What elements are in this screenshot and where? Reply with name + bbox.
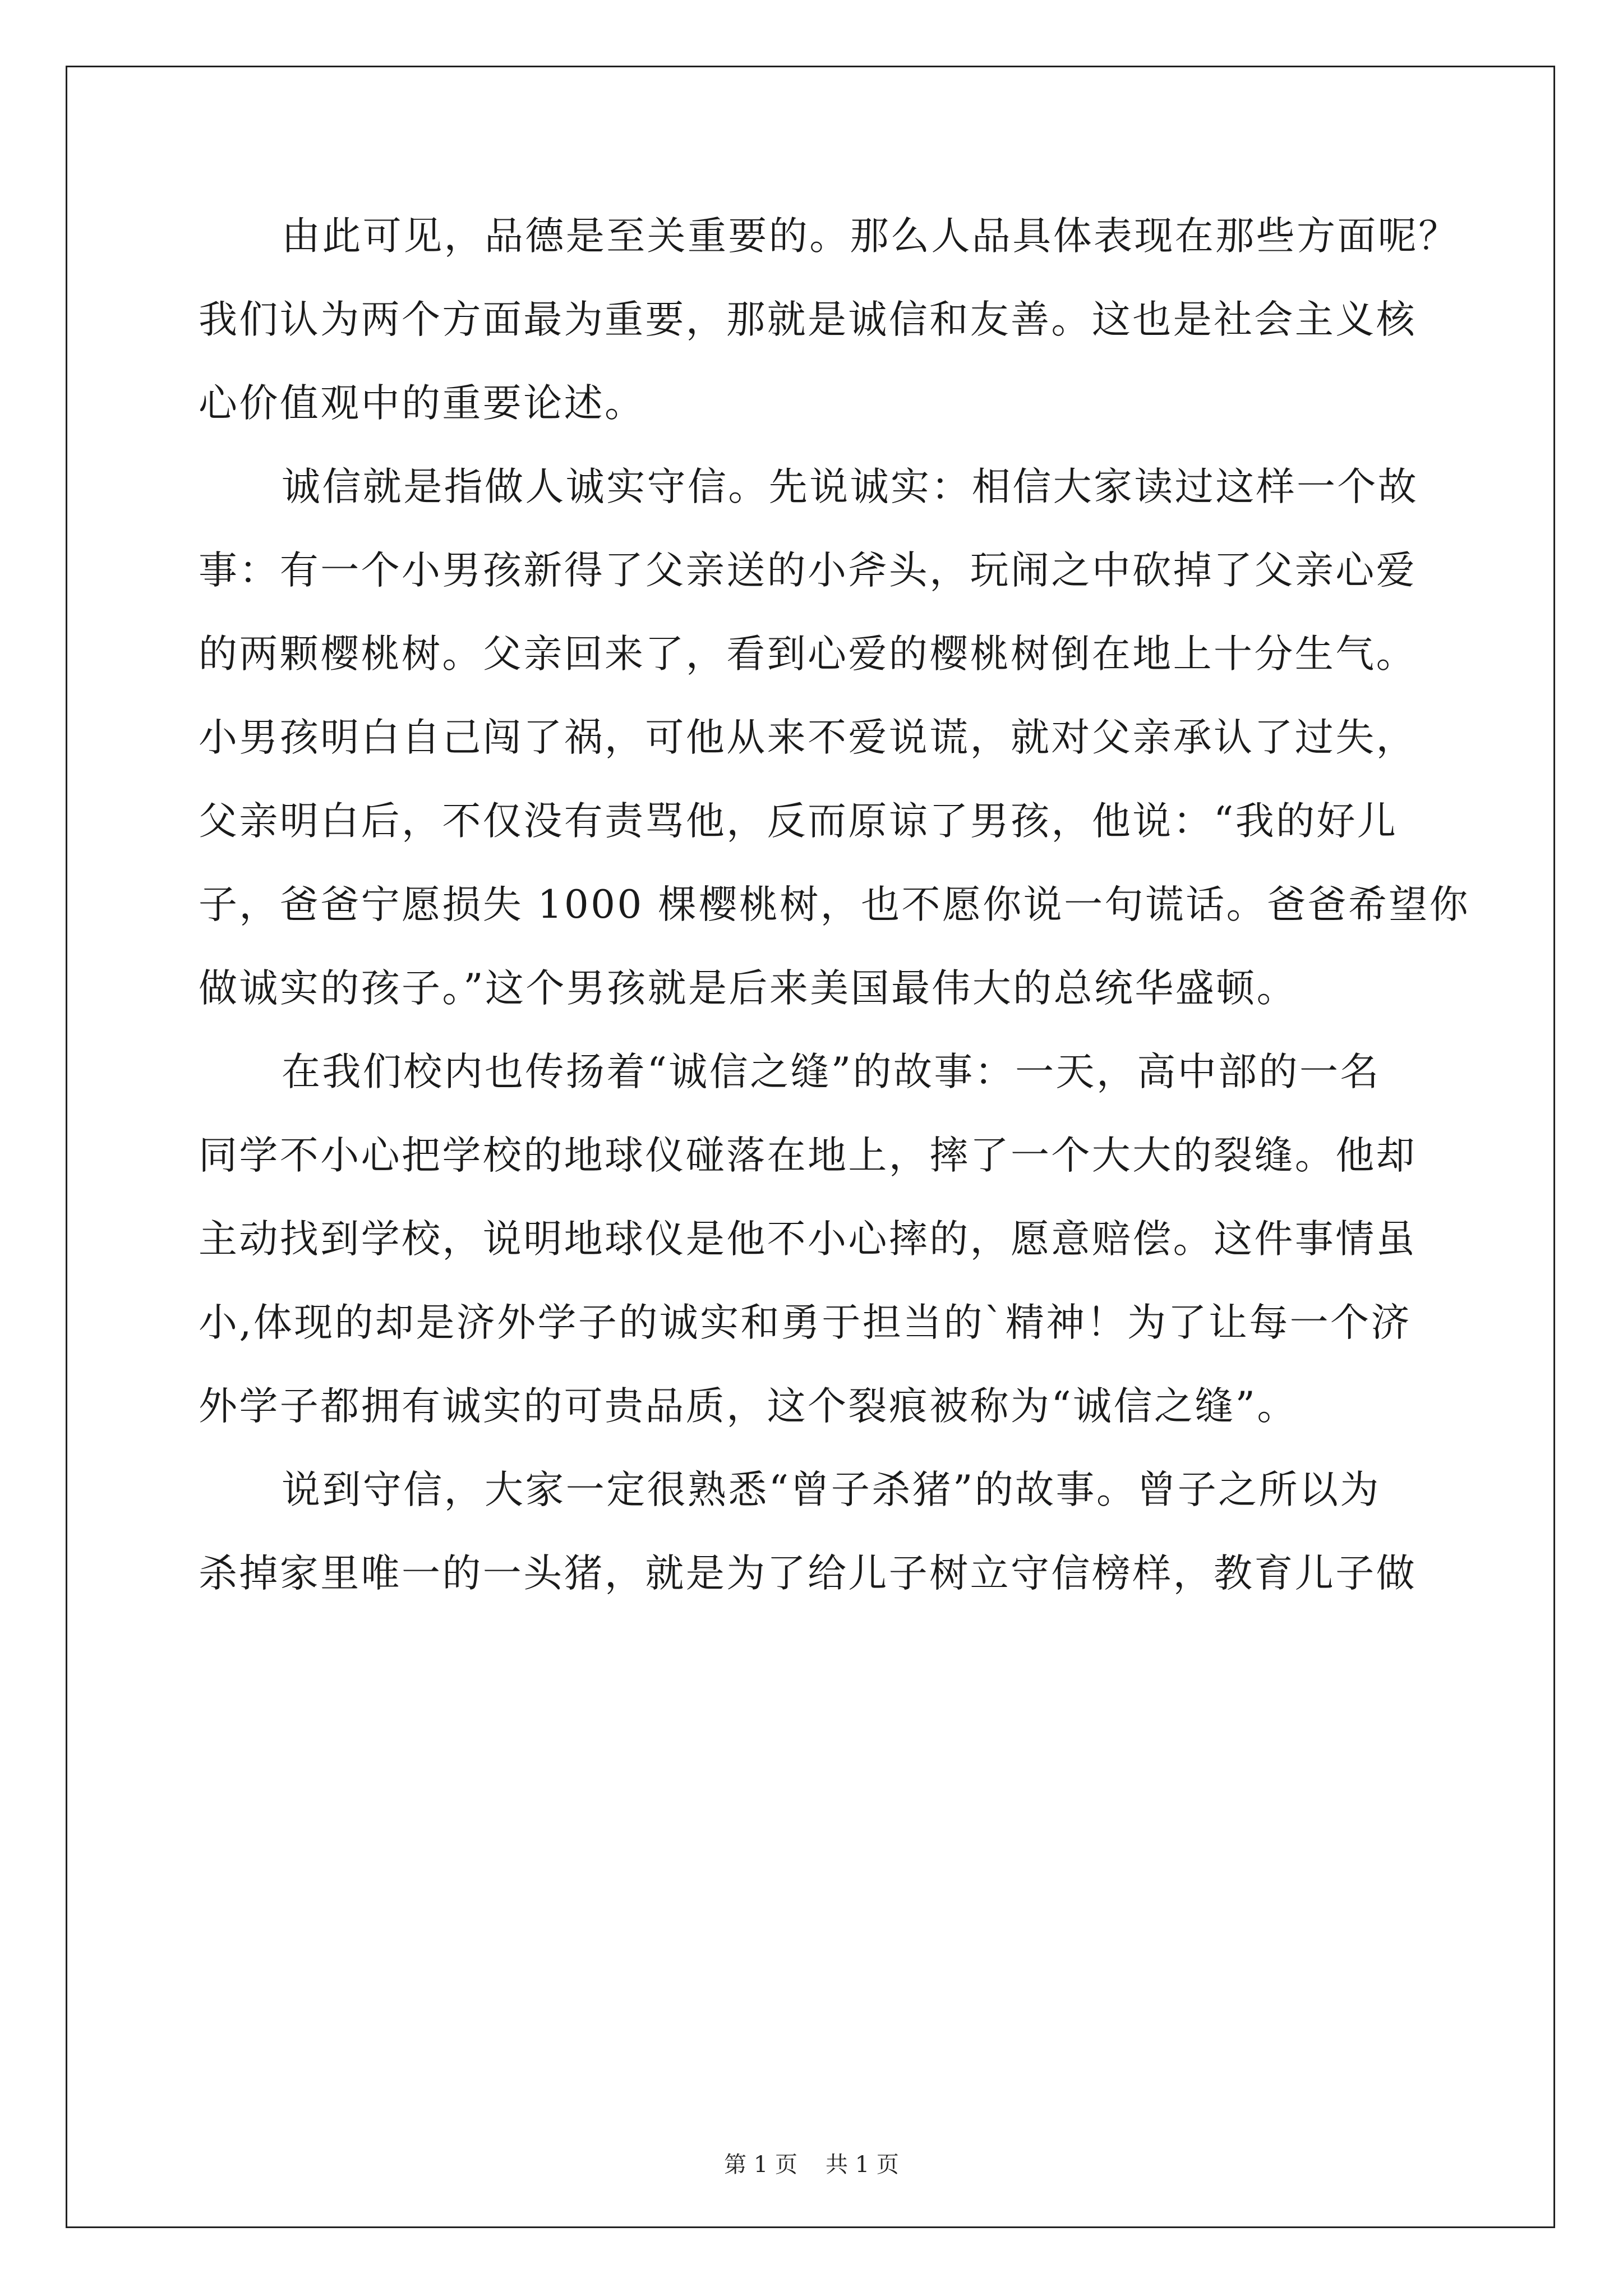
- page-footer: [0, 2151, 1623, 2178]
- page-number-total: 共 1 页: [826, 2152, 899, 2178]
- paragraph-3-line-3: 主动找到学校，说明地球仪是他不小心摔的，愿意赔偿。这件事情虽: [199, 1217, 1417, 1262]
- paragraph-2-line-3: 的两颗樱桃树。父亲回来了，看到心爱的樱桃树倒在地上十分生气。: [199, 632, 1417, 677]
- paragraph-3-line-5: 外学子都拥有诚实的可贵品质，这个裂痕被称为“诚信之缝”。: [199, 1384, 1298, 1429]
- paragraph-2-line-7: 做诚实的孩子。”这个男孩就是后来美国最伟大的总统华盛顿。: [199, 966, 1297, 1011]
- paragraph-2-line-1: 诚信就是指做人诚实守信。先说诚实：相信大家读过这样一个故: [282, 464, 1419, 509]
- paragraph-1-line-3: 心价值观中的重要论述。: [199, 381, 645, 426]
- paragraph-3-line-2: 同学不小心把学校的地球仪碰落在地上，摔了一个大大的裂缝。他却: [199, 1133, 1417, 1178]
- paragraph-4-line-2: 杀掉家里唯一的一头猪，就是为了给儿子树立守信榜样，教育儿子做: [199, 1551, 1417, 1596]
- paragraph-1-line-2: 我们认为两个方面最为重要，那就是诚信和友善。这也是社会主义核: [199, 297, 1417, 342]
- paragraph-3-line-4: 小,体现的却是济外学子的诚实和勇于担当的`精神！为了让每一个济: [199, 1300, 1412, 1345]
- paragraph-2-line-2: 事：有一个小男孩新得了父亲送的小斧头，玩闹之中砍掉了父亲心爱: [199, 548, 1417, 593]
- page-number-current: 第 1 页: [724, 2152, 797, 2178]
- paragraph-2-line-5: 父亲明白后，不仅没有责骂他，反而原谅了男孩，他说：“我的好儿: [199, 799, 1398, 844]
- paragraph-2-line-4: 小男孩明白自己闯了祸，可他从来不爱说谎，就对父亲承认了过失，: [199, 715, 1417, 760]
- paragraph-2-line-6: 子，爸爸宁愿损失 1000 棵樱桃树，也不愿你说一句谎话。爸爸希望你: [199, 882, 1470, 927]
- paragraph-4-line-1: 说到守信，大家一定很熟悉“曾子杀猪”的故事。曾子之所以为: [282, 1467, 1381, 1512]
- paragraph-3-line-1: 在我们校内也传扬着“诚信之缝”的故事：一天，高中部的一名: [282, 1050, 1381, 1094]
- paragraph-1-line-1: 由此可见，品德是至关重要的。那么人品具体表现在那些方面呢？: [282, 214, 1459, 259]
